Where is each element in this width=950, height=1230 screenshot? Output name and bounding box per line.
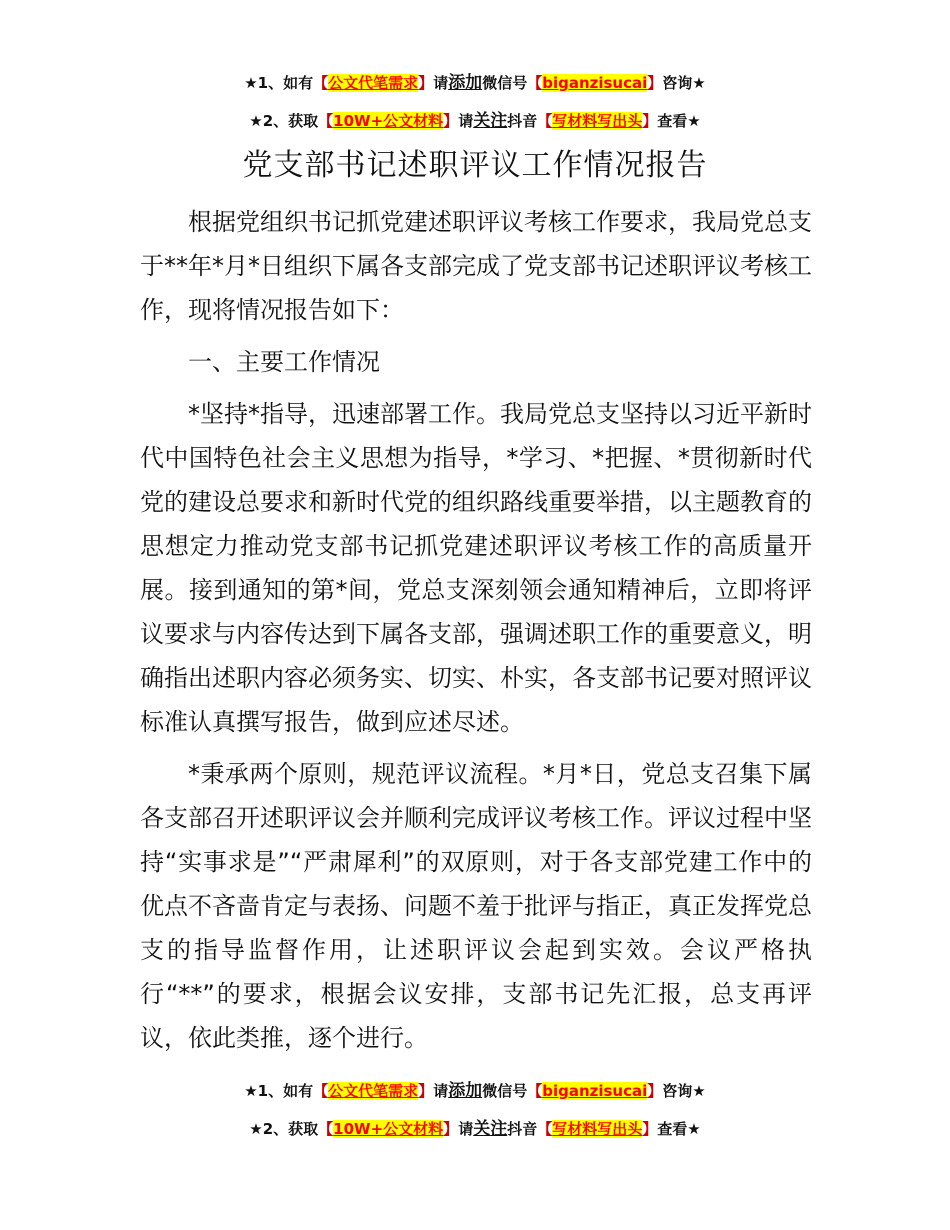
douyin-account: 写材料写出头 <box>552 1120 643 1138</box>
wechat-id: biganzisucai <box>542 74 648 92</box>
promo-highlight: 10W+公文材料 <box>333 1120 444 1138</box>
promo-highlight: 10W+公文材料 <box>333 112 444 130</box>
promo-line-2-top: ★2、获取【10W+公文材料】请关注抖音【写材料写出头】查看★ <box>249 111 701 131</box>
promo-line-1-bottom: ★1、如有【公文代笔需求】请添加微信号【biganzisucai】咨询★ <box>244 1081 706 1101</box>
document-title: 党支部书记述职评议工作情况报告 <box>242 148 708 183</box>
body-paragraph: *坚持*指导，迅速部署工作。我局党总支坚持以习近平新时代中国特色社会主义思想为指导，*学习、*把握、*贯彻新时代党的建设总要求和新时代党的组织路线重要举措，以主题教育的思想定力推动党支部书记抓党建述职评议考核工作的高质量开展。接到通知的第*间，党总支深刻领会通知精神后，立即将评议要求与内容传达到下属各支部，强调述职工作的重要意义，明确指出述职内容必须务实、切实、朴实，各支部书记要对照评议标准认真撰写报告，做到应述尽述。 <box>140 400 812 736</box>
promo-highlight: 公文代笔需求 <box>328 1082 419 1100</box>
body-paragraph: *秉承两个原则，规范评议流程。*月*日，党总支召集下属各支部召开述职评议会并顺利完成评议考核工作。评议过程中坚持“实事求是”“严肃犀利”的双原则，对于各支部党建工作中的优点不吝啬肯定与表扬、问题不羞于批评与指正，真正发挥党总支的指导监督作用，让述职评议会起到实效。会议严格执行“**”的要求，根据会议安排，支部书记先汇报，总支再评议，依此类推，逐个进行。 <box>140 760 812 1052</box>
section-heading: 一、主要工作情况 <box>188 348 380 376</box>
promo-highlight: 公文代笔需求 <box>328 74 419 92</box>
document-body <box>140 200 812 1060</box>
wechat-id: biganzisucai <box>542 1082 648 1100</box>
douyin-account: 写材料写出头 <box>552 112 643 130</box>
promo-line-2-bottom: ★2、获取【10W+公文材料】请关注抖音【写材料写出头】查看★ <box>249 1119 701 1139</box>
promo-line-1-top: ★1、如有【公文代笔需求】请添加微信号【biganzisucai】咨询★ <box>244 73 706 93</box>
intro-paragraph: 根据党组织书记抓党建述职评议考核工作要求，我局党总支于**年*月*日组织下属各支部完成了党支部书记述职评议考核工作，现将情况报告如下： <box>140 208 812 324</box>
